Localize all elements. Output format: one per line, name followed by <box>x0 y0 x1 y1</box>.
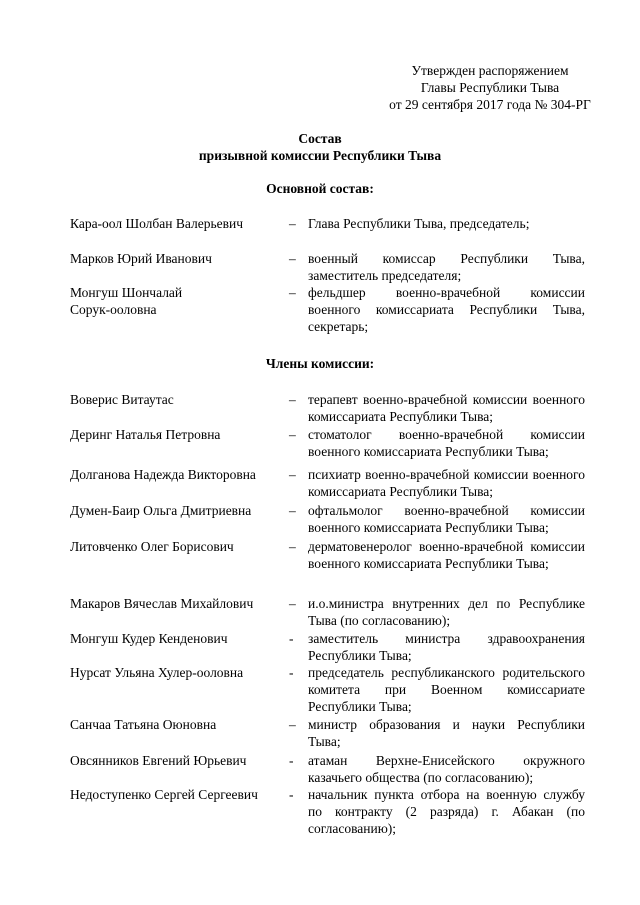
member-role: дерматовенеролог военно-врачебной комиссии военного комиссариата Республики Тыва; <box>308 539 585 571</box>
member-role: заместитель министра здравоохранения Республики Тыва; <box>308 631 585 663</box>
member-name: Монгуш Кудер Кенденович <box>70 631 228 646</box>
member-dash: – <box>289 251 296 266</box>
member-dash: - <box>289 787 294 802</box>
member-dash: - <box>289 665 294 680</box>
member-dash: – <box>289 717 296 732</box>
member-dash: - <box>289 753 294 768</box>
member-name: Овсянников Евгений Юрьевич <box>70 753 247 768</box>
member-role: начальник пункта отбора на военную службу по контракту (2 разряда) г. Абакан (по согласованию); <box>308 787 585 836</box>
member-role: военный комиссар Республики Тыва, заместитель председателя; <box>308 251 585 283</box>
member-role: офтальмолог военно-врачебной комиссии военного комиссариата Республики Тыва; <box>308 503 585 535</box>
member-role: Глава Республики Тыва, председатель; <box>308 216 530 231</box>
member-role: атаман Верхне-Енисейского окружного казачьего общества (по согласованию); <box>308 753 585 785</box>
approval-line-1: Утвержден распоряжением <box>411 63 569 78</box>
member-dash: – <box>289 503 296 518</box>
member-name: Недоступенко Сергей Сергеевич <box>70 787 258 802</box>
member-name: Монгуш Шончалай Сорук-ооловна <box>70 285 183 317</box>
member-name: Санчаа Татьяна Оюновна <box>70 717 217 732</box>
member-dash: – <box>289 539 296 554</box>
member-role: фельдшер военно-врачебной комиссии военного комиссариата Республики Тыва, секретарь; <box>308 285 585 334</box>
member-role: стоматолог военно-врачебной комиссии военного комиссариата Республики Тыва; <box>308 427 585 459</box>
member-name: Воверис Витаутас <box>70 392 174 407</box>
title-line-1: Состав <box>298 131 342 146</box>
member-name: Кара-оол Шолбан Валерьевич <box>70 216 244 231</box>
member-role: терапевт военно-врачебной комиссии военного комиссариата Республики Тыва; <box>308 392 585 424</box>
members-section-heading: Члены комиссии: <box>265 356 375 371</box>
member-name: Долганова Надежда Викторовна <box>70 467 256 482</box>
member-dash: – <box>289 285 296 300</box>
approval-line-2: Главы Республики Тыва <box>420 80 560 95</box>
main-section-heading: Основной состав: <box>266 181 374 196</box>
member-role: психиатр военно-врачебной комиссии военного комиссариата Республики Тыва; <box>308 467 585 499</box>
member-name: Литовченко Олег Борисович <box>70 539 234 554</box>
member-dash: – <box>289 596 296 611</box>
member-dash: – <box>289 467 296 482</box>
member-name: Марков Юрий Иванович <box>70 251 212 266</box>
member-role: и.о.министра внутренних дел по Республике Тыва (по согласованию); <box>308 596 585 628</box>
member-name: Нурсат Ульяна Хулер-ооловна <box>70 665 244 680</box>
document-title <box>0 130 640 164</box>
approval-line-3: от 29 сентября 2017 года № 304-РГ <box>389 97 591 112</box>
title-line-2: призывной комиссии Республики Тыва <box>198 148 442 163</box>
member-name: Деринг Наталья Петровна <box>70 427 221 442</box>
member-dash: – <box>289 392 296 407</box>
member-dash: – <box>289 216 296 231</box>
member-name: Макаров Вячеслав Михайлович <box>70 596 254 611</box>
member-dash: - <box>289 631 294 646</box>
approval-stamp <box>360 62 620 113</box>
member-role: председатель республиканского родительского комитета при Военном комиссариате Республики Тыва; <box>308 665 585 714</box>
member-name: Думен-Баир Ольга Дмитриевна <box>70 503 252 518</box>
member-role: министр образования и науки Республики Тыва; <box>308 717 585 749</box>
member-dash: – <box>289 427 296 442</box>
